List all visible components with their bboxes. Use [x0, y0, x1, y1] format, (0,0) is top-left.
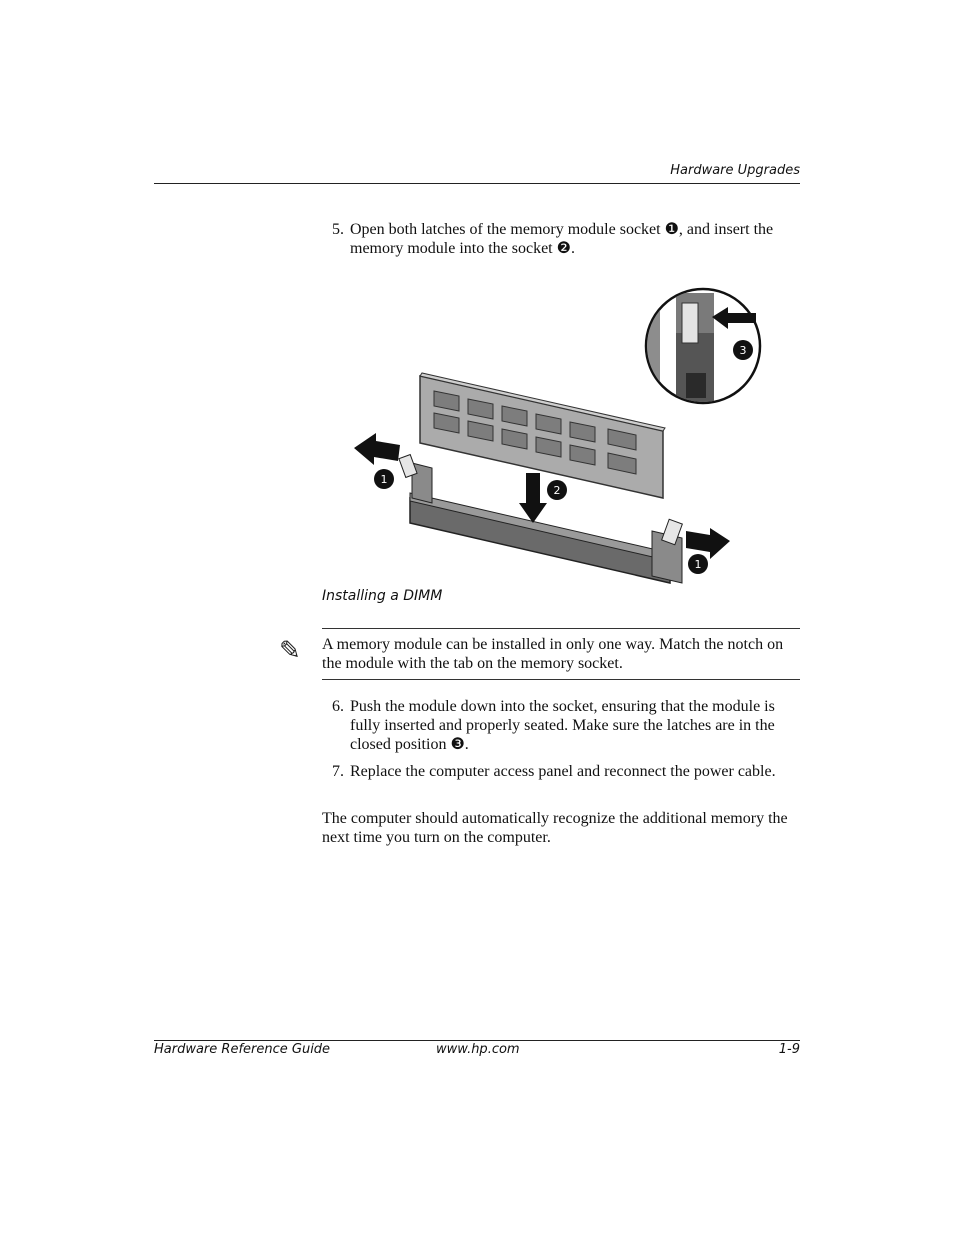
header-divider [154, 183, 800, 184]
figure-caption: Installing a DIMM [322, 588, 443, 604]
callout-3-label: 3 [739, 344, 747, 357]
running-header: Hardware Upgrades [670, 163, 800, 178]
footer-url: www.hp.com [436, 1042, 520, 1057]
callout-2-label: 2 [553, 484, 561, 497]
dimm-installation-figure [340, 283, 770, 593]
step-number: 7. [332, 763, 344, 780]
step-text: Replace the computer access panel and reconnect the power cable. [350, 763, 776, 780]
step-7 [332, 762, 802, 781]
step-number: 6. [332, 698, 344, 715]
footer-guide-title: Hardware Reference Guide [154, 1042, 331, 1057]
step-text: Open both latches of the memory module socket ❶, and insert the memory module into the socket ❷. [350, 221, 774, 257]
memory-module [420, 373, 665, 498]
open-right-arrow [686, 528, 730, 559]
dimm-illustration [340, 283, 770, 593]
step-5 [332, 220, 802, 258]
note-text: A memory module can be installed in only one way. Match the notch on the module with the tab on the memory socket. [322, 636, 784, 672]
note-bottom-rule [322, 679, 800, 680]
step-6 [332, 697, 802, 754]
pencil-icon: ✎ [279, 636, 301, 666]
callout-1-right-label: 1 [694, 558, 702, 571]
step-number: 5. [332, 221, 344, 238]
open-left-arrow [354, 433, 400, 465]
footer-divider [154, 1040, 800, 1041]
insert-down-arrow [519, 473, 547, 523]
note-top-rule [322, 628, 800, 629]
step-text: Push the module down into the socket, ensuring that the module is fully inserted and properly seated. Make sure the latches are in the closed position ❸. [350, 698, 775, 753]
callout-1-left-label: 1 [380, 473, 388, 486]
closing-paragraph: The computer should automatically recognize the additional memory the next time you turn on the computer. [322, 810, 788, 846]
page-number: 1-9 [778, 1042, 800, 1057]
left-latch [399, 455, 417, 478]
